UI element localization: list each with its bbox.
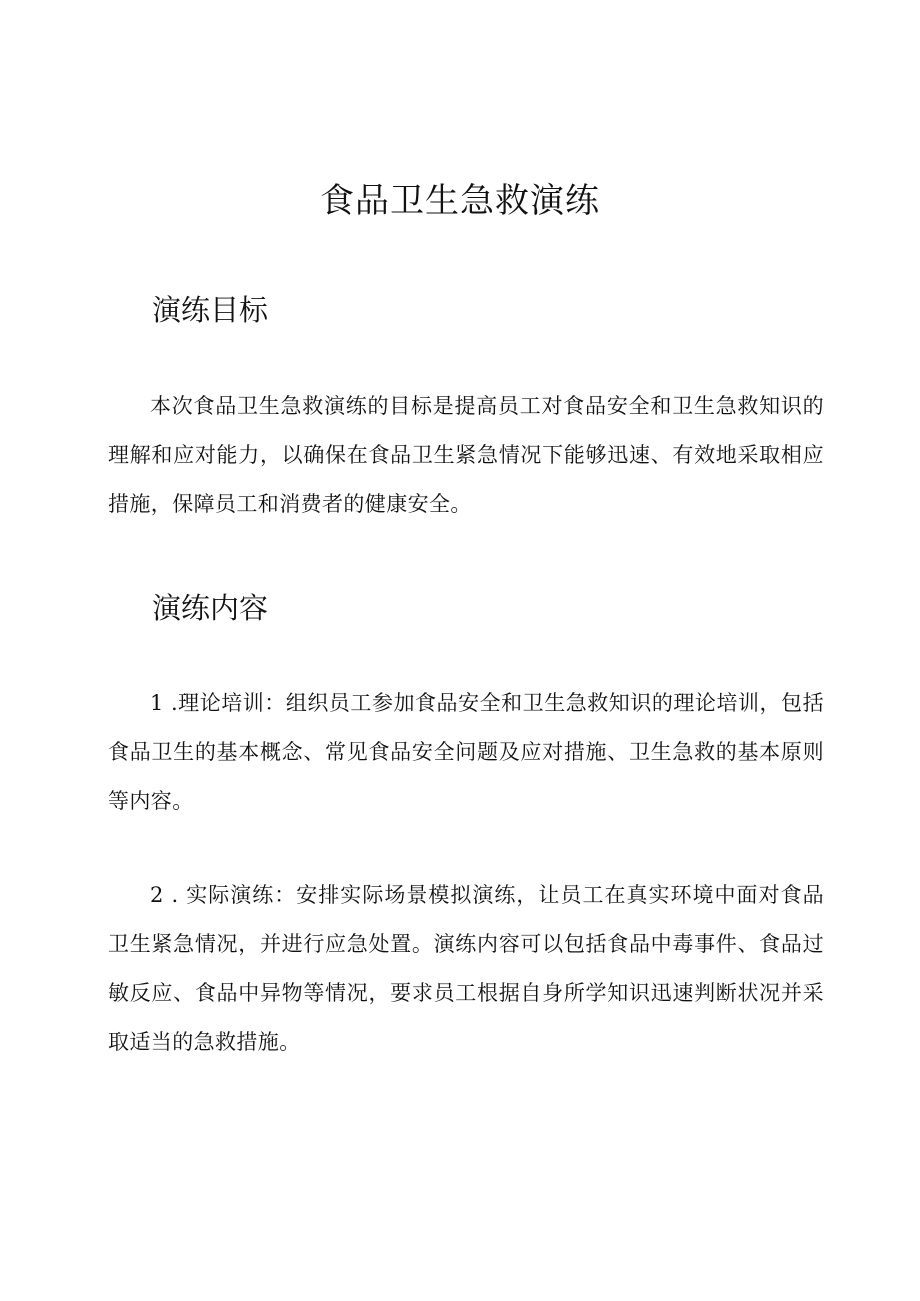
goals-paragraph: 本次食品卫生急救演练的目标是提高员工对食品安全和卫生急救知识的理解和应对能力，以确保在食品卫生紧急情况下能够迅速、有效地采取相应措施，保障员工和消费者的健康安全。: [108, 394, 824, 516]
content-item-practical-drill: 2 . 实际演练：安排实际场景模拟演练，让员工在真实环境中面对食品卫生紧急情况，并进行应急处置。演练内容可以包括食品中毒事件、食品过敏反应、食品中异物等情况，要求员工根据自身所学知识迅速判断状况并采取适当的急救措施。: [108, 883, 824, 1054]
document-title: 食品卫生急救演练: [320, 181, 600, 221]
section-heading-goals: 演练目标: [152, 293, 269, 327]
content-item-theory-training: 1 .理论培训：组织员工参加食品安全和卫生急救知识的理论培训，包括食品卫生的基本概念、常见食品安全问题及应对措施、卫生急救的基本原则等内容。: [108, 691, 824, 813]
section-heading-content: 演练内容: [152, 591, 269, 625]
